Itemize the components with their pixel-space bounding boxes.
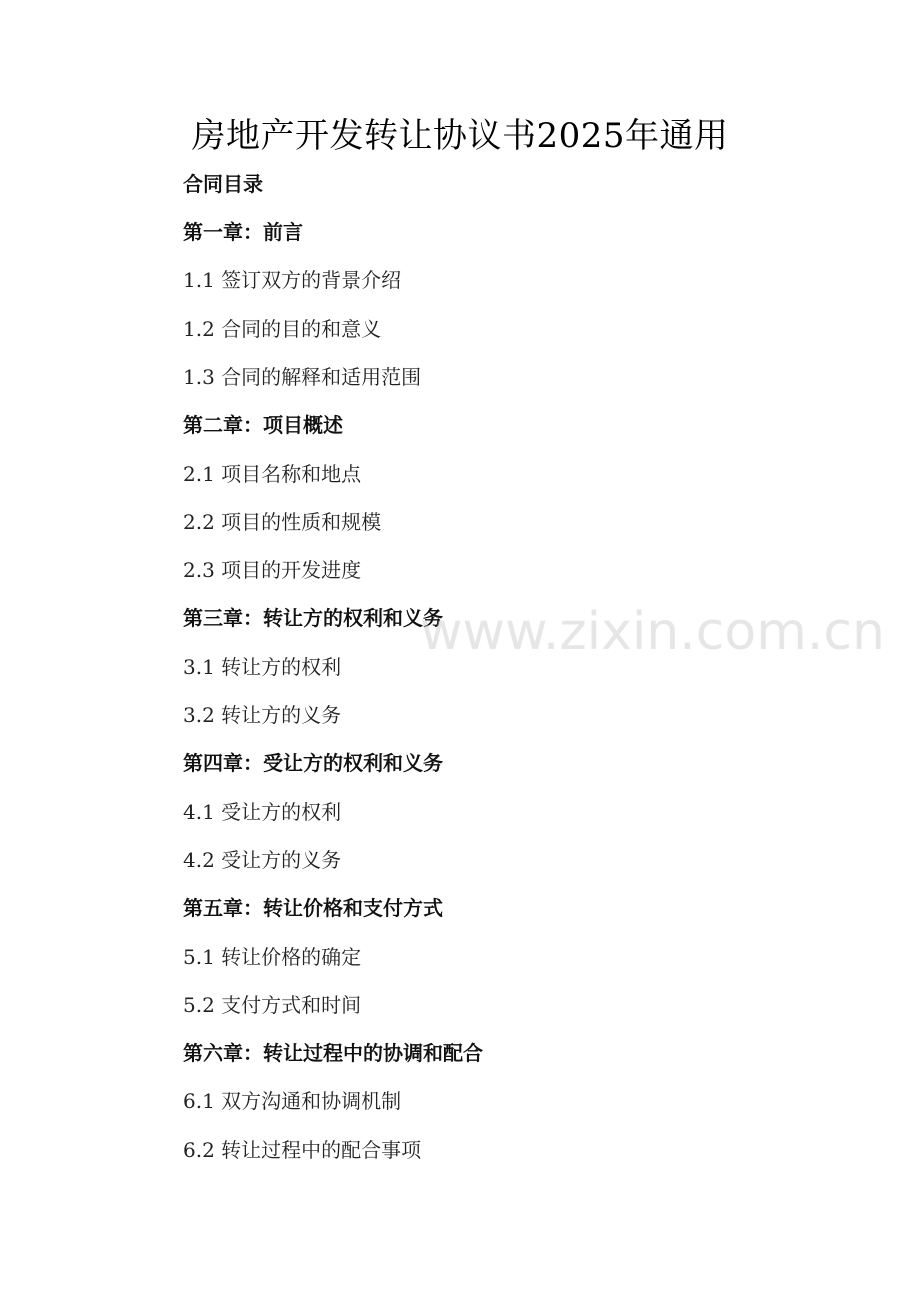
toc-section-item: 5.1 转让价格的确定: [183, 945, 362, 969]
toc-section-item: 6.1 双方沟通和协调机制: [183, 1089, 402, 1113]
toc-heading: 合同目录: [183, 172, 263, 196]
toc-section-item: 4.2 受让方的义务: [183, 848, 342, 872]
toc-section-item: 1.3 合同的解释和适用范围: [183, 365, 422, 389]
toc-section-item: 1.2 合同的目的和意义: [183, 317, 382, 341]
toc-chapter-heading: 第五章：转让价格和支付方式: [183, 896, 443, 920]
toc-chapter-heading: 第一章：前言: [183, 220, 303, 244]
toc-section-item: 4.1 受让方的权利: [183, 800, 342, 824]
toc-section-item: 3.2 转让方的义务: [183, 703, 342, 727]
toc-section-item: 2.2 项目的性质和规模: [183, 510, 382, 534]
toc-chapter-heading: 第二章：项目概述: [183, 413, 343, 437]
toc-chapter-heading: 第三章：转让方的权利和义务: [183, 606, 443, 630]
watermark: www.zixin.com.cn: [420, 602, 885, 662]
toc-section-item: 2.1 项目名称和地点: [183, 462, 362, 486]
toc-section-item: 1.1 签订双方的背景介绍: [183, 268, 402, 292]
toc-section-item: 3.1 转让方的权利: [183, 655, 342, 679]
toc-section-item: 6.2 转让过程中的配合事项: [183, 1138, 422, 1162]
toc-section-item: 2.3 项目的开发进度: [183, 558, 362, 582]
toc-chapter-heading: 第四章：受让方的权利和义务: [183, 751, 443, 775]
document-title: 房地产开发转让协议书2025年通用: [191, 116, 729, 156]
toc-chapter-heading: 第六章：转让过程中的协调和配合: [183, 1041, 483, 1065]
toc-section-item: 5.2 支付方式和时间: [183, 993, 362, 1017]
